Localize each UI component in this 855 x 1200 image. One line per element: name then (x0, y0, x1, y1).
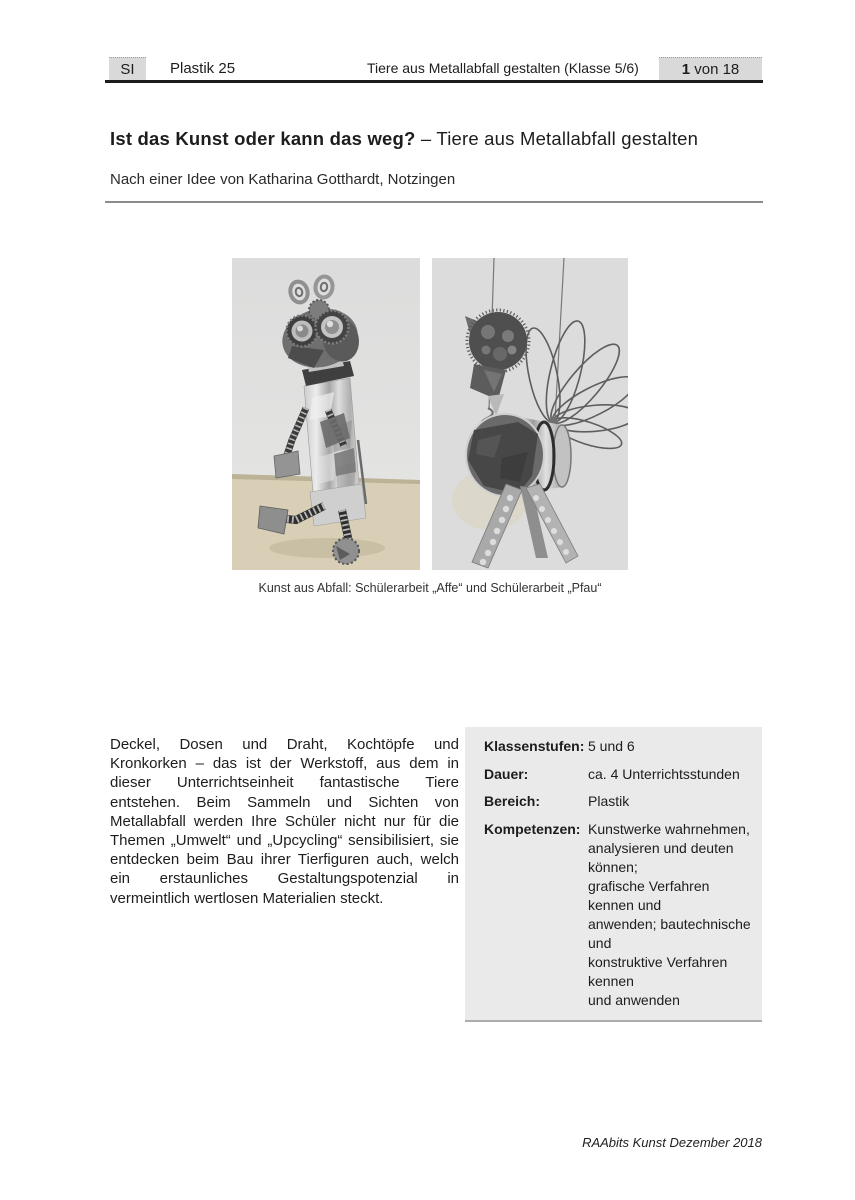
info-value-line: grafische Verfahren kennen und (588, 877, 710, 913)
figure-caption: Kunst aus Abfall: Schülerarbeit „Affe“ und Schülerarbeit „Pfau“ (258, 581, 602, 595)
header-center-title: Tiere aus Metallabfall gestalten (Klasse 5/6) (367, 60, 639, 76)
page-title-rest: – Tiere aus Metallabfall gestalten (420, 128, 699, 149)
header-series-label: Plastik 25 (170, 60, 236, 77)
info-label: Dauer: (484, 765, 529, 782)
info-value-line: anwenden; bautechnische und (588, 915, 751, 951)
info-value-line: analysieren und deuten können; (588, 839, 734, 875)
page-total: von 18 (694, 61, 740, 78)
page-number: 1 (681, 61, 691, 78)
info-value: ca. 4 Unterrichtsstunden (588, 765, 740, 782)
page-title-bold: Ist das Kunst oder kann das weg? (110, 128, 416, 149)
pfau-sculpture-photo (432, 258, 628, 570)
byline: Nach einer Idee von Katharina Gotthardt, Notzingen (110, 171, 456, 188)
figure-shadow (269, 538, 385, 558)
info-row-dauer (484, 765, 754, 784)
footer-imprint: RAAbits Kunst Dezember 2018 (582, 1135, 762, 1150)
info-row-bereich (484, 792, 754, 811)
info-row-kompetenzen (484, 820, 754, 1010)
info-row-klassenstufen (484, 737, 754, 756)
info-value: 5 und 6 (588, 738, 635, 754)
title-divider (105, 201, 763, 203)
info-value-line: Kunstwerke wahrnehmen, (588, 820, 750, 837)
info-value: Plastik (588, 793, 630, 809)
intro-paragraph: Deckel, Dosen und Draht, Kochtöpfe und Kronkorken – das ist der Werkstoff, aus dem in dieser Unterrichtseinheit fantastische Tiere entstehen. Beim Sammeln und Sichten von Metallabfall werden Ihre Schüler nicht nur für die Themen „Umwelt“ und „Upcycling“ sensibilisiert, sie entdecken beim Bau ihrer Tierfiguren auch, welch ein erstaunliches Gestaltungspotenzial in vermeintlich wertlosen Materialien steckt. (110, 736, 459, 907)
info-label: Klassenstufen: (484, 738, 585, 754)
page-title (110, 128, 698, 150)
header-page-indicator (659, 57, 762, 81)
info-label: Bereich: (484, 793, 541, 809)
info-value-line: konstruktive Verfahren kennen (588, 953, 728, 989)
info-value-line: und anwenden (588, 991, 680, 1008)
lesson-info-box (465, 727, 762, 1022)
header-rule (105, 80, 763, 83)
header-si-badge: SI (109, 57, 146, 81)
info-label: Kompetenzen: (484, 820, 581, 837)
info-value (588, 820, 754, 1010)
affe-sculpture-photo (232, 258, 420, 570)
